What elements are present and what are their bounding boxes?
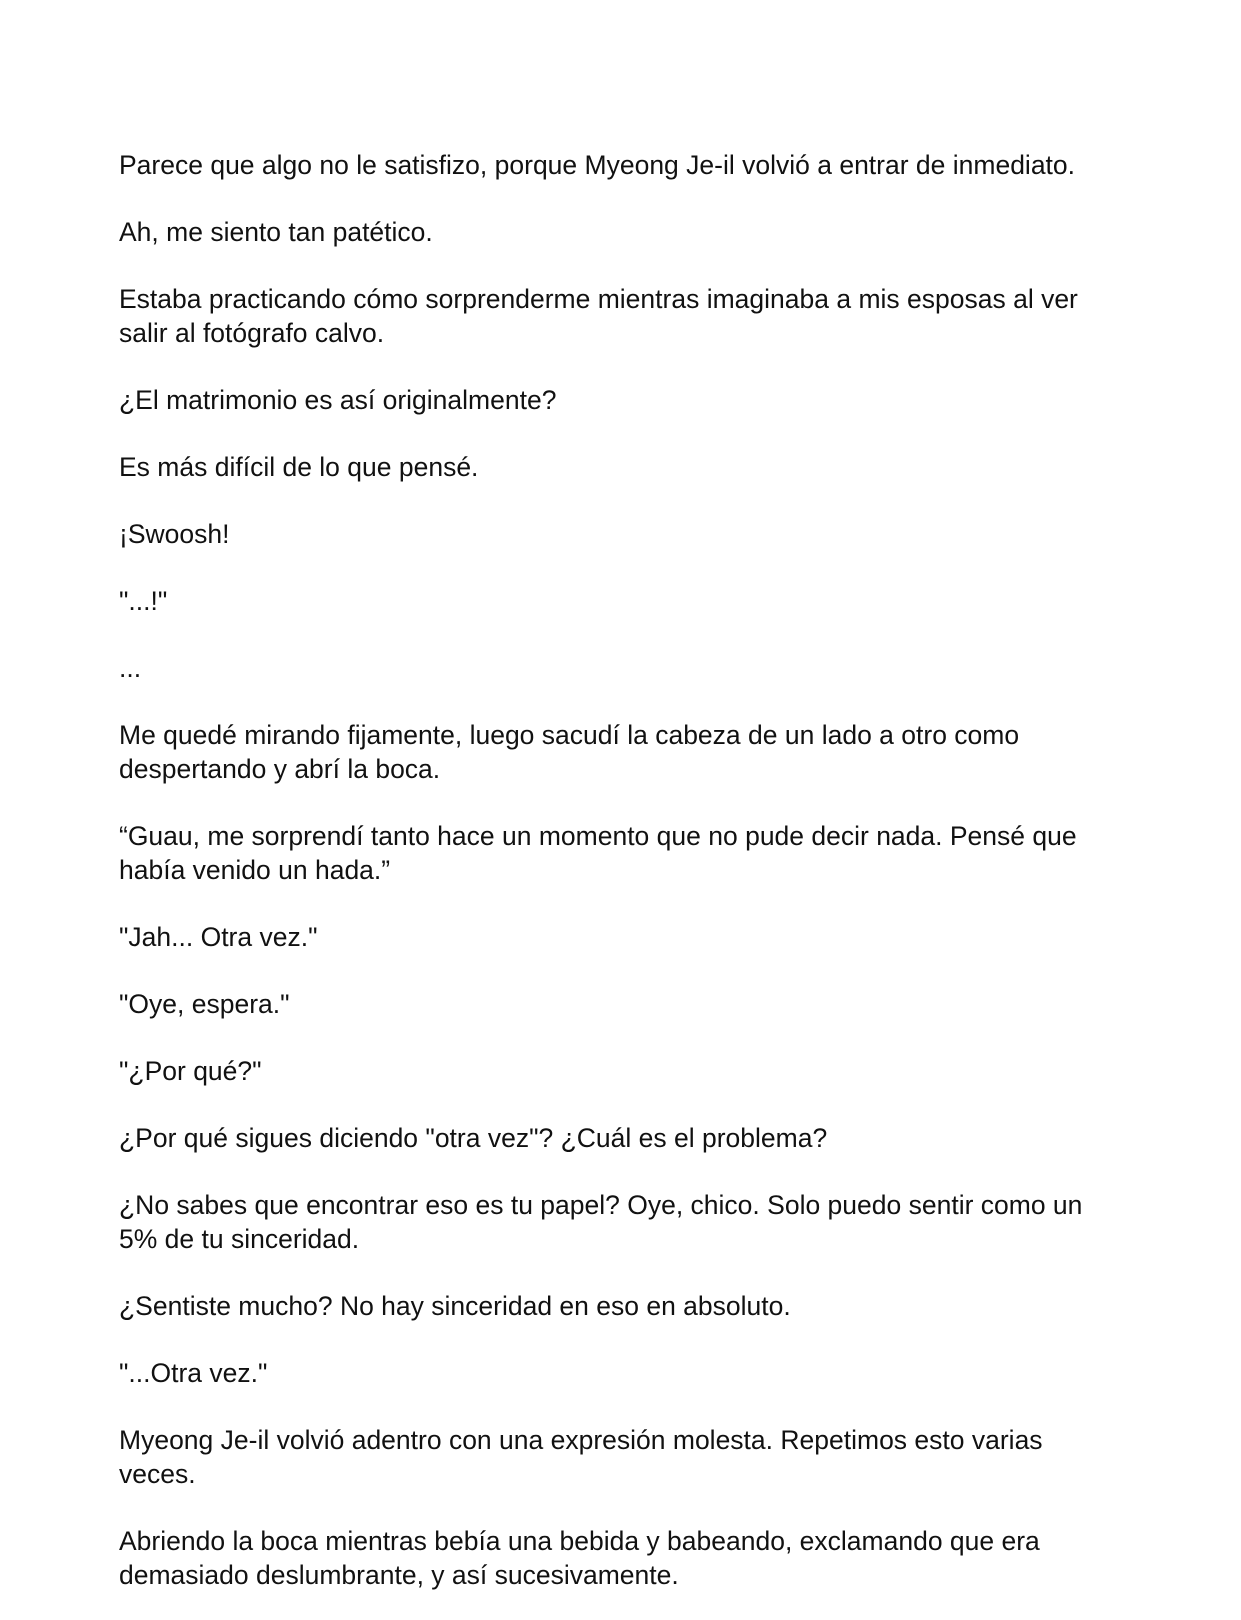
paragraph: ¿Por qué sigues diciendo "otra vez"? ¿Cuál es el problema? xyxy=(119,1123,828,1153)
paragraph: Estaba practicando cómo sorprenderme mientras imaginaba a mis esposas al ver salir al fotógrafo calvo. xyxy=(119,284,1078,348)
paragraph: Me quedé mirando fijamente, luego sacudí la cabeza de un lado a otro como despertando y abrí la boca. xyxy=(119,720,1020,784)
paragraph: Es más difícil de lo que pensé. xyxy=(119,452,479,482)
paragraph: Parece que algo no le satisfizo, porque Myeong Je-il volvió a entrar de inmediato. xyxy=(119,150,1076,180)
paragraph: ¡Swoosh! xyxy=(119,519,230,549)
paragraph: ... xyxy=(119,653,142,683)
document-body xyxy=(119,148,1124,1620)
paragraph: "...Otra vez." xyxy=(119,1358,268,1388)
paragraph: ¿El matrimonio es así originalmente? xyxy=(119,385,557,415)
paragraph: "Jah... Otra vez." xyxy=(119,922,318,952)
paragraph: Ah, me siento tan patético. xyxy=(119,217,433,247)
paragraph: "...!" xyxy=(119,586,168,616)
paragraph: Abriendo la boca mientras bebía una bebida y babeando, exclamando que era demasiado deslumbrante, y así sucesivamente. xyxy=(119,1526,1040,1590)
paragraph: Myeong Je-il volvió adentro con una expresión molesta. Repetimos esto varias veces. xyxy=(119,1425,1043,1489)
paragraph: ¿No sabes que encontrar eso es tu papel? Oye, chico. Solo puedo sentir como un 5% de tu sinceridad. xyxy=(119,1190,1083,1254)
paragraph: ¿Sentiste mucho? No hay sinceridad en eso en absoluto. xyxy=(119,1291,791,1321)
paragraph: “Guau, me sorprendí tanto hace un momento que no pude decir nada. Pensé que había venido un hada.” xyxy=(119,821,1077,885)
paragraph: "¿Por qué?" xyxy=(119,1056,262,1086)
paragraph: "Oye, espera." xyxy=(119,989,290,1019)
